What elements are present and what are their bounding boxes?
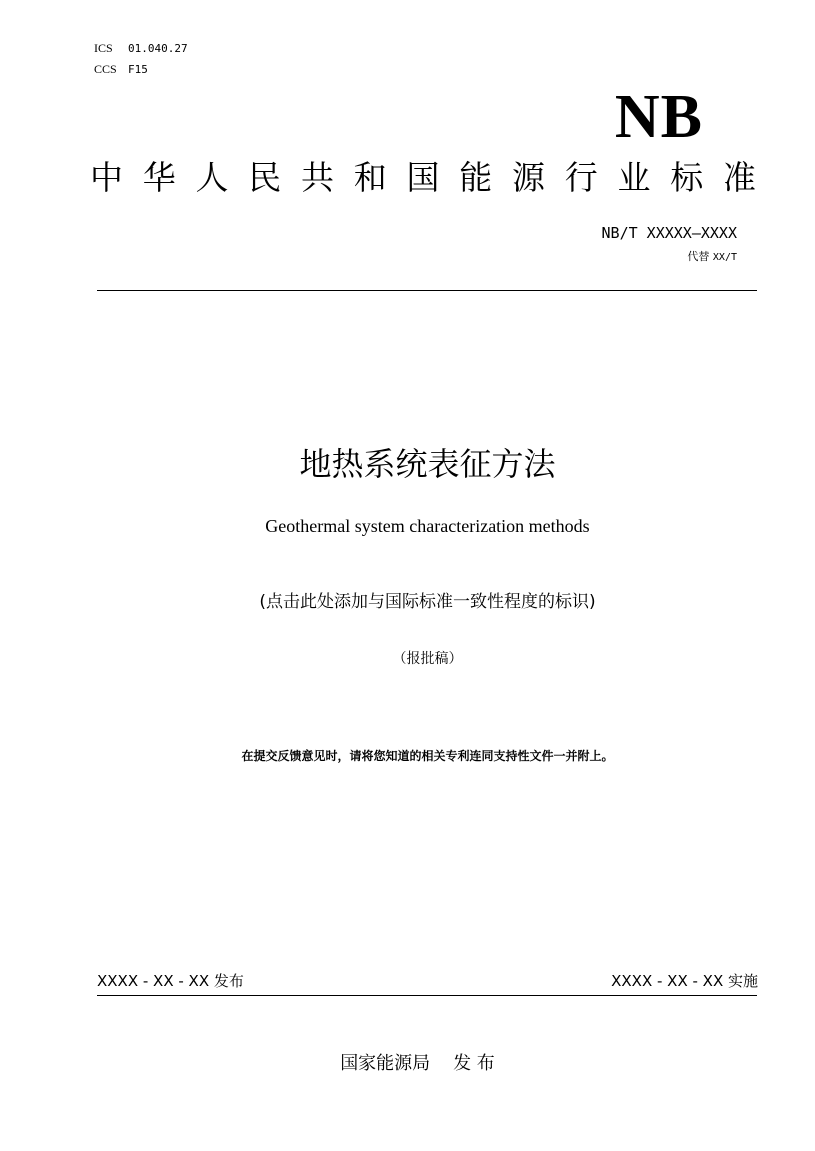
ccs-label: CCS xyxy=(94,62,117,76)
category-char: 准 xyxy=(723,158,756,197)
category-char: 行 xyxy=(564,158,598,197)
replaces-label: 代替 xyxy=(687,250,710,263)
ccs-code xyxy=(94,62,148,77)
footer-divider xyxy=(97,995,757,996)
ccs-value: F15 xyxy=(128,63,148,76)
ics-label: ICS xyxy=(94,41,113,55)
category-char: 和 xyxy=(353,158,387,197)
replaces-note xyxy=(687,250,737,265)
header-divider xyxy=(97,290,757,291)
ics-code xyxy=(94,41,188,56)
standard-number: NB/T XXXXX—XXXX xyxy=(601,224,737,242)
category-char: 民 xyxy=(248,158,282,197)
ics-value: 01.040.27 xyxy=(128,42,188,55)
category-char: 人 xyxy=(195,158,229,197)
implementation-date: XXXX - XX - XX 实施 xyxy=(611,972,758,990)
category-char: 国 xyxy=(406,158,440,197)
draft-status: （报批稿） xyxy=(392,651,463,667)
category-char: 业 xyxy=(617,158,651,197)
patent-note: 在提交反馈意见时，请将您知道的相关专利连同支持性文件一并附上。 xyxy=(241,749,614,763)
category-char: 华 xyxy=(142,158,176,197)
category-char: 共 xyxy=(301,158,334,197)
publisher: 国家能源局 发 布 xyxy=(340,1053,495,1074)
replaces-value: XX/T xyxy=(712,252,737,263)
consistency-note[interactable]: (点击此处添加与国际标准一致性程度的标识) xyxy=(259,592,596,612)
standard-category-title xyxy=(90,158,756,198)
category-char: 中 xyxy=(90,158,123,197)
nb-logo: NB xyxy=(614,83,703,151)
document-title-cn: 地热系统表征方法 xyxy=(299,445,556,483)
document-title-en: Geothermal system characterization methods xyxy=(265,516,590,536)
category-char: 能 xyxy=(459,158,493,197)
issue-date: XXXX - XX - XX 发布 xyxy=(97,972,244,990)
category-char: 源 xyxy=(512,158,545,197)
category-char: 标 xyxy=(670,158,704,197)
